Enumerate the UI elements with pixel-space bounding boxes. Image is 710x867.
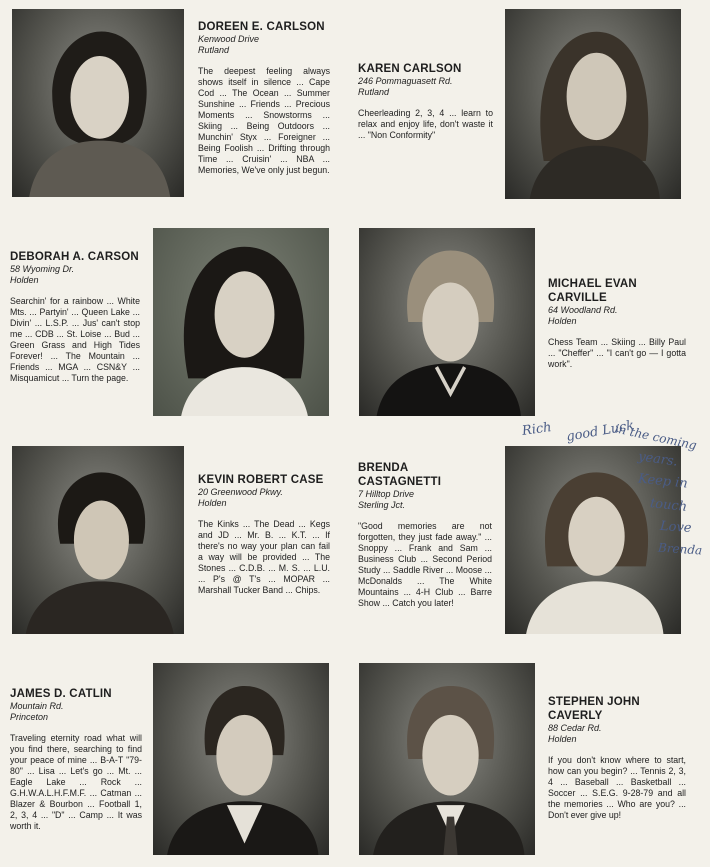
handwriting-line: touch (649, 496, 688, 515)
handwriting-line: Love (659, 518, 692, 537)
student-quote: Chess Team ... Skiing ... Billy Paul ... "Cheffer" ... "I can't go — I gotta work". (548, 337, 686, 369)
student-quote: The Kinks ... The Dead ... Kegs and JD ... Mr. B. ... K.T. ... If there's no way your plan can fail a way will be provided ... The Stones ... C.D.B. ... M. S. ... L.U. ... P's @ T's ... MOPAR ... Marshall Tucker Band ... Chips. (198, 519, 330, 595)
student-town: Holden (548, 316, 577, 326)
entry-karen-carlson (358, 62, 493, 141)
portrait-stephen-caverly (359, 663, 535, 855)
student-town: Rutland (358, 87, 390, 97)
student-street: 20 Greenwood Pkwy. (198, 487, 283, 497)
handwriting-line: Brenda (657, 540, 703, 558)
portrait-james-catlin (153, 663, 329, 855)
entry-stephen-caverly (548, 695, 686, 821)
student-town: Holden (10, 275, 39, 285)
portrait-kevin-case (12, 446, 184, 634)
student-name: STEPHEN JOHN CAVERLY (548, 696, 640, 722)
student-street: Kenwood Drive (198, 34, 260, 44)
student-street: 58 Wyoming Dr. (10, 264, 75, 274)
student-town: Rutland (198, 45, 230, 55)
student-name: KAREN CARLSON (358, 63, 462, 75)
student-quote: Traveling eternity road what will you find there, searching to find your peace of mine ... B-A-T "79-80" ... Lisa ... Let's go ... Mt. ... Eagle Lake ... Rock ... G.H.W.A.L.H.F.M.F. ... Catman ... Blazer & Bourbon ... Football 1, 2, 3, 4 ... "D" ... Camp ... It was worth it. (10, 733, 142, 831)
entry-michael-carville (548, 277, 686, 370)
student-name: MICHAEL EVAN CARVILLE (548, 278, 637, 304)
handwriting-line: years. (637, 449, 679, 470)
student-quote: Cheerleading 2, 3, 4 ... learn to relax and enjoy life, don't waste it ... "Non Conformity" (358, 108, 493, 140)
student-name: BRENDA CASTAGNETTI (358, 462, 442, 488)
student-town: Sterling Jct. (358, 500, 406, 510)
student-name: DEBORAH A. CARSON (10, 251, 139, 263)
handwritten-note (520, 418, 710, 568)
handwriting-line: in the coming (613, 421, 698, 453)
student-quote: Searchin' for a rainbow ... White Mts. ... Partyin' ... Queen Lake ... Divin' ... L.S.P. ... Jus' can't stop me ... CDB ... St. Loise ... Bud ... Green Grass and High Tides Forever! ... The Mountain ... Friends ... MGA ... CSN&Y ... Misquamicut ... Turn the page. (10, 296, 140, 383)
student-street: 7 Hilltop Drive (358, 489, 415, 499)
portrait-deborah-carson (153, 228, 329, 416)
entry-doreen-carlson (198, 20, 330, 176)
entry-james-catlin (10, 687, 142, 832)
handwriting-line: Rich (521, 420, 553, 439)
handwriting-line: Keep in (637, 471, 689, 492)
student-street: 64 Woodland Rd. (548, 305, 618, 315)
student-street: Mountain Rd. (10, 701, 64, 711)
student-quote: The deepest feeling always shows itself in silence ... Cape Cod ... The Ocean ... Summer Sunshine ... Friends ... Precious Moments ... Snowstorms ... Skiing ... Being Outdoors ... Munchin' Styx ... Foreigner ... Being Foolish ... Drifting through Time ... Cruisin' ... NBA ... Memories, We've only just begun. (198, 66, 330, 175)
portrait-michael-carville (359, 228, 535, 416)
student-town: Princeton (10, 712, 49, 722)
entry-deborah-carson (10, 250, 140, 384)
portrait-doreen-carlson (12, 9, 184, 197)
portrait-karen-carlson (505, 9, 681, 199)
handwriting-line: good Luck (565, 418, 636, 445)
student-name: JAMES D. CATLIN (10, 688, 112, 700)
entry-kevin-case (198, 473, 330, 596)
student-town: Holden (198, 498, 227, 508)
student-street: 246 Pommaguasett Rd. (358, 76, 453, 86)
student-town: Holden (548, 734, 577, 744)
student-name: KEVIN ROBERT CASE (198, 474, 324, 486)
entry-brenda-castagnetti (358, 461, 492, 609)
student-name: DOREEN E. CARLSON (198, 21, 325, 33)
student-quote: If you don't know where to start, how can you begin? ... Tennis 2, 3, 4 ... Baseball ... Basketball ... Soccer ... S.E.G. 9-28-79 and all the memories ... Who are you? ... Don't ever give up! (548, 755, 686, 820)
student-quote: "Good memories are not forgotten, they just fade away." ... Snoppy ... Frank and Sam ... Business Club ... Second Period Study ... Saddle River ... Moose ... McDonalds ... The White Mountains ... 4-H Club ... Barre Show ... Catch you later! (358, 521, 492, 608)
student-street: 88 Cedar Rd. (548, 723, 602, 733)
